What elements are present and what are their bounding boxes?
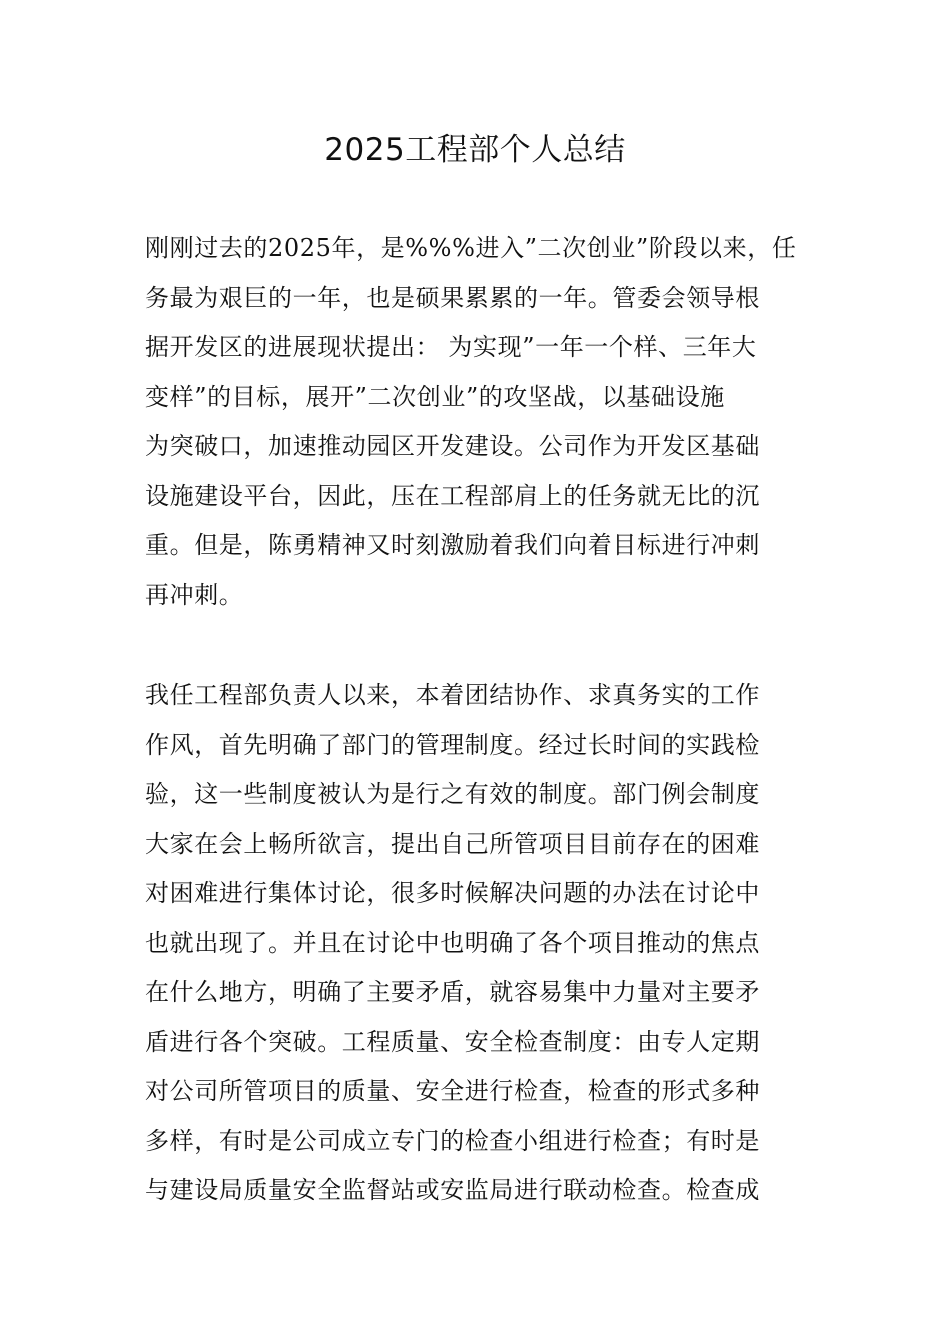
paragraph-line: 据开发区的进展现状提出： 为实现”一年一个样、三年大 (145, 333, 757, 361)
paragraph-line: 为突破口，加速推动园区开发建设。公司作为开发区基础 (145, 432, 760, 460)
paragraph-line: 大家在会上畅所欲言，提出自己所管项目目前存在的困难 (145, 829, 760, 858)
paragraph-2 (145, 671, 805, 1216)
paragraph-line: 对困难进行集体讨论，很多时候解决问题的办法在讨论中 (145, 879, 760, 907)
paragraph-line: 变样”的目标，展开”二次创业”的攻坚战，以基础设施 (145, 382, 725, 411)
paragraph-line: 在什么地方，明确了主要矛盾，就容易集中力量对主要矛 (145, 978, 760, 1006)
paragraph-line: 再冲刺。 (145, 580, 244, 609)
paragraph-1 (145, 224, 805, 620)
paragraph-line: 重。但是，陈勇精神又时刻激励着我们向着目标进行冲刺 (145, 531, 760, 559)
paragraph-line: 务最为艰巨的一年，也是硕果累累的一年。管委会领导根 (145, 283, 760, 312)
paragraph-line: 设施建设平台，因此，压在工程部肩上的任务就无比的沉 (145, 481, 760, 510)
paragraph-line: 盾进行各个突破。工程质量、安全检查制度：由专人定期 (145, 1027, 760, 1056)
document-title: 2025工程部个人总结 (324, 132, 626, 168)
paragraph-line: 对公司所管项目的质量、安全进行检查，检查的形式多种 (145, 1077, 760, 1105)
paragraph-line: 我任工程部负责人以来，本着团结协作、求真务实的工作 (145, 681, 760, 709)
paragraph-line: 验，这一些制度被认为是行之有效的制度。部门例会制度 (145, 780, 760, 808)
paragraph-line: 多样，有时是公司成立专门的检查小组进行检查；有时是 (145, 1126, 760, 1155)
paragraph-line: 也就出现了。并且在讨论中也明确了各个项目推动的焦点 (145, 928, 760, 957)
paragraph-line: 作风，首先明确了部门的管理制度。经过长时间的实践检 (145, 730, 760, 759)
paragraph-line: 与建设局质量安全监督站或安监局进行联动检查。检查成 (145, 1176, 760, 1204)
paragraph-line: 刚刚过去的2025年，是%%%进入”二次创业”阶段以来，任 (145, 234, 797, 262)
